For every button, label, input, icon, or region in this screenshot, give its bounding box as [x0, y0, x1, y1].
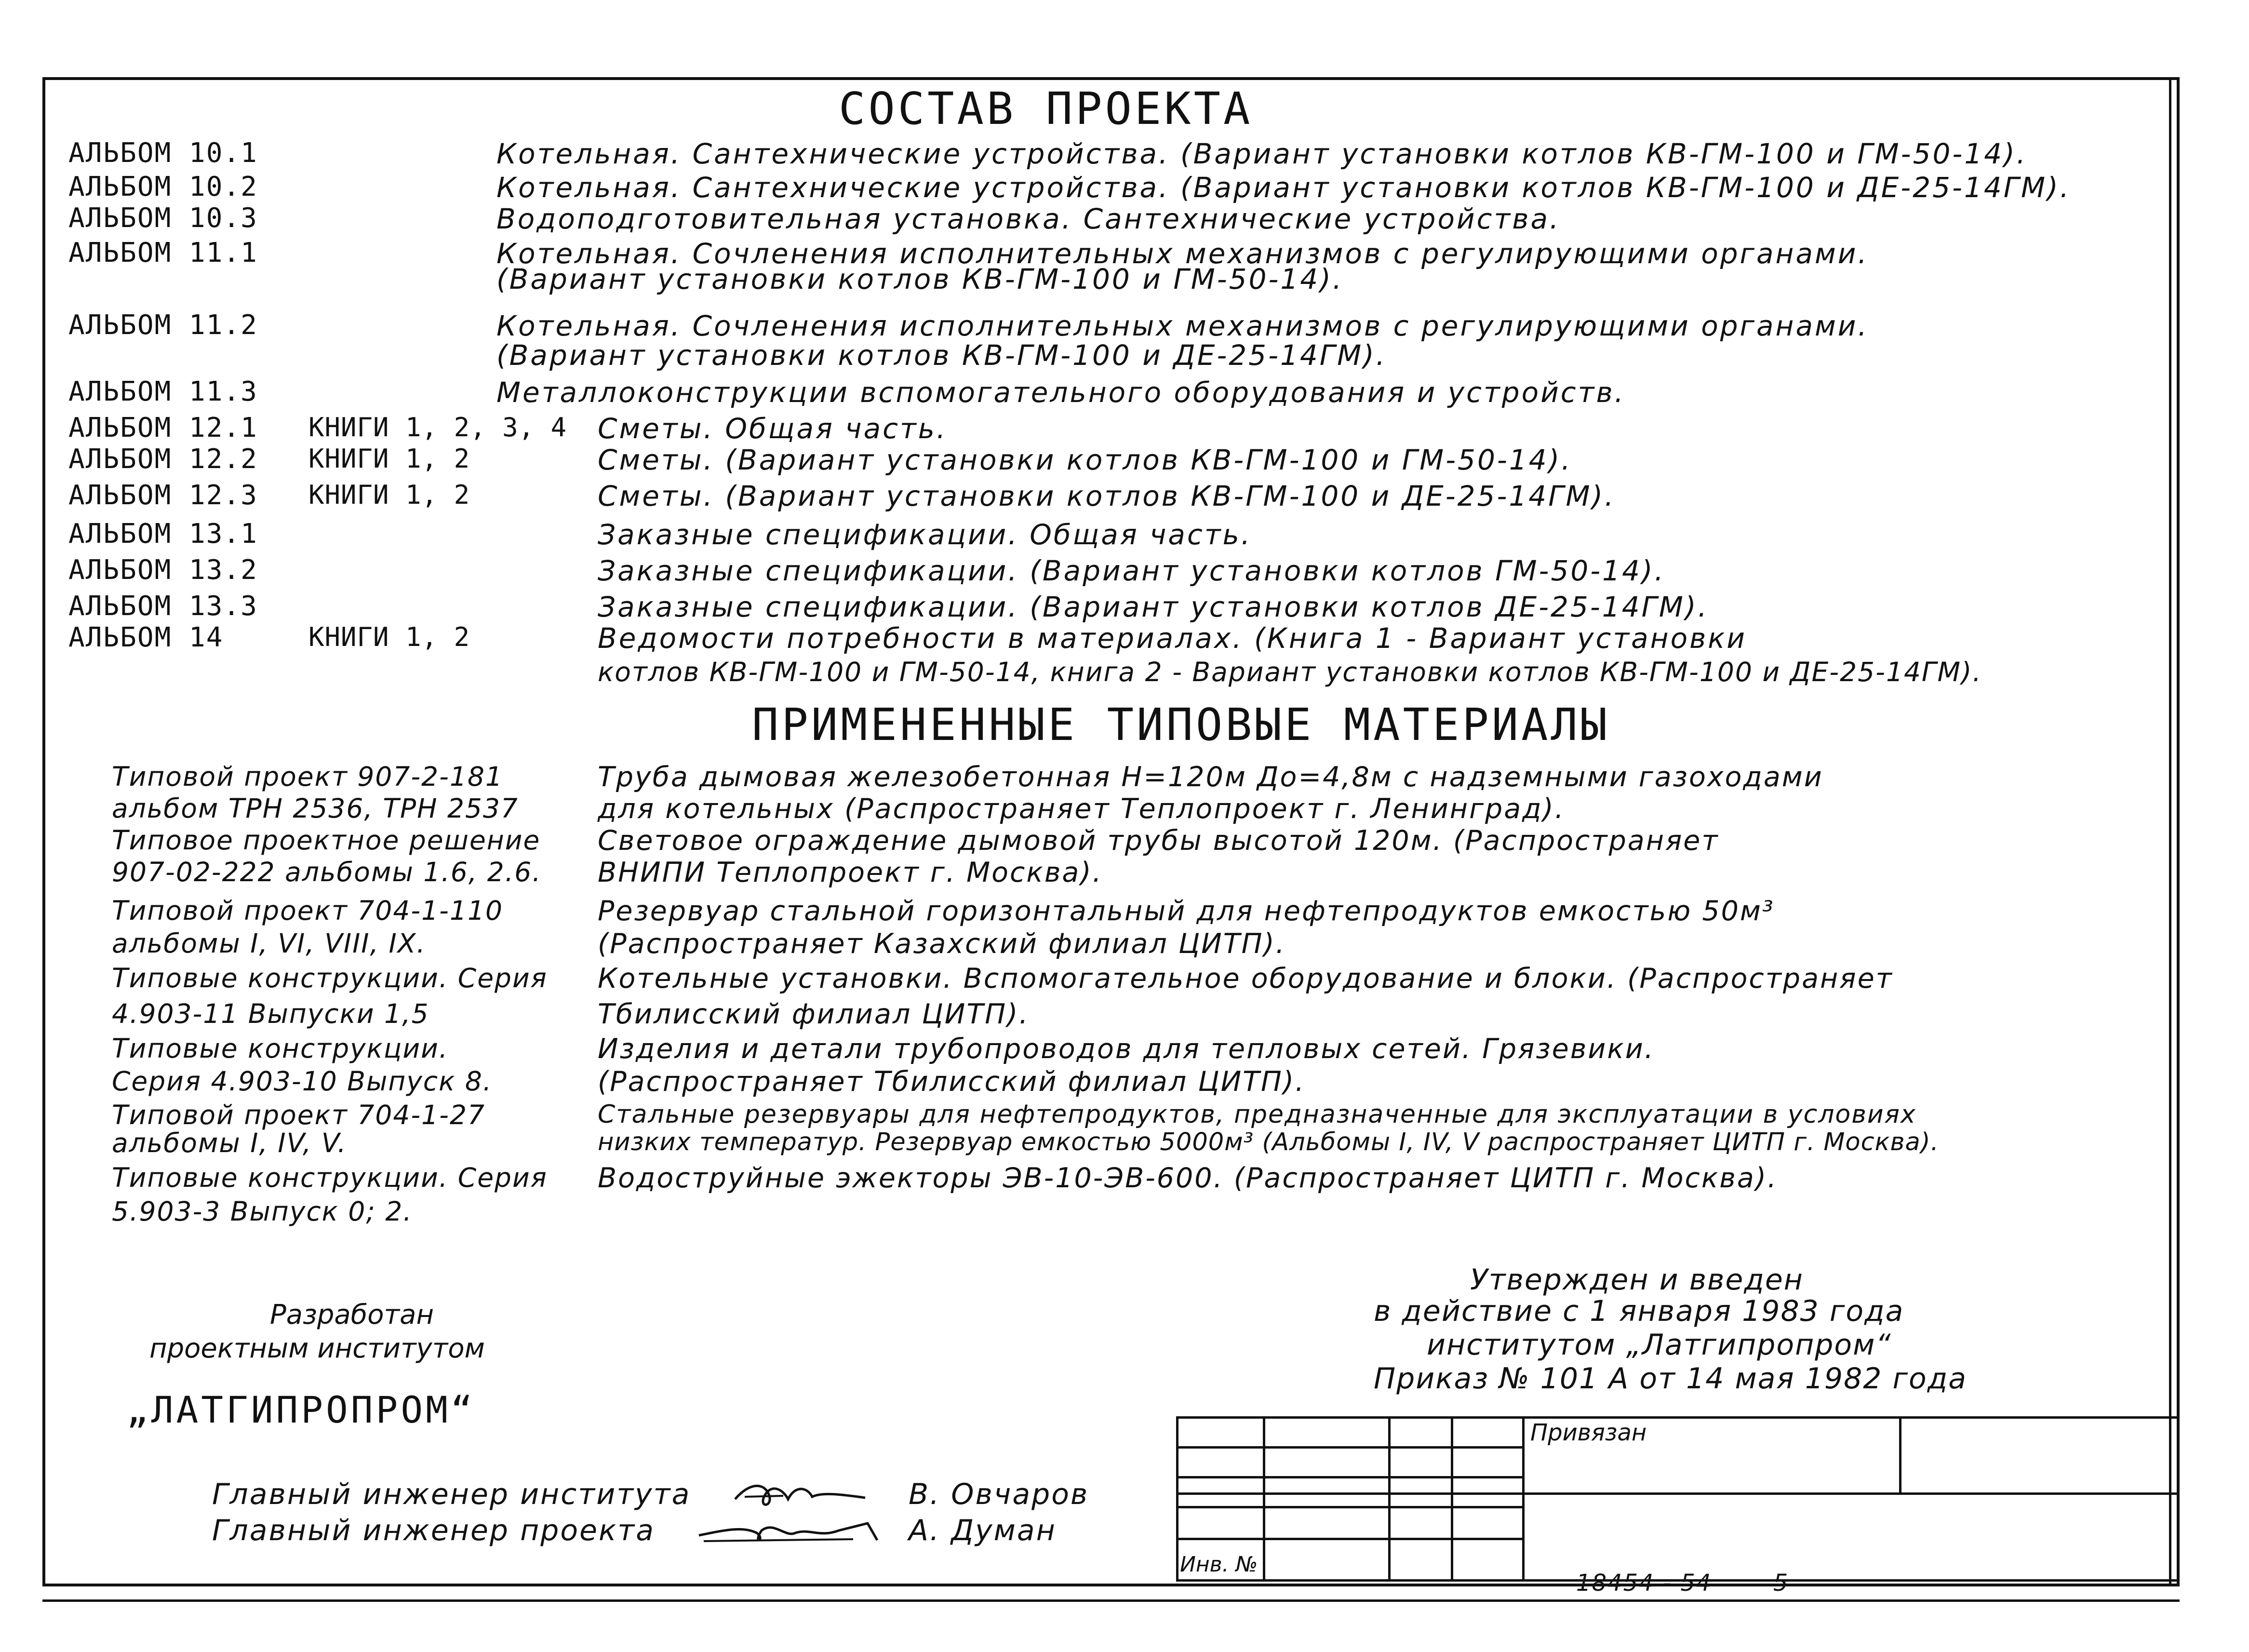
material-desc-line: Резервуар стальной горизонтальный для нефтепродуктов емкостью 50м³	[598, 895, 1775, 927]
material-ref-line: альбомы I, VI, VIII, IX.	[112, 928, 426, 959]
album-row-continuation	[0, 657, 2121, 690]
chief-engineer-institute-label: Главный инженер института	[212, 1477, 691, 1511]
album-title: Котельная. Сантехнические устройства. (Вариант установки котлов КВ-ГМ-100 и ГМ-50-14).	[496, 137, 2028, 170]
approval-line-3: институтом „Латгипропром“	[1427, 1328, 1892, 1362]
album-title: Заказные спецификации. (Вариант установки котлов ГМ-50-14).	[598, 554, 1666, 587]
approval-line-2: в действие с 1 января 1983 года	[1374, 1294, 1904, 1328]
album-code: АЛЬБОМ 13.2	[68, 554, 258, 586]
document-number-value: 18454 - 54	[1576, 1570, 1712, 1597]
chief-engineer-project-label: Главный инженер проекта	[212, 1514, 655, 1547]
title-block-stamp	[1176, 1416, 2180, 1580]
developer-name: „ЛАТГИПРОПРОМ“	[126, 1388, 476, 1431]
material-desc-line: Световое ограждение дымовой трубы высотой 120м. (Распространяет	[598, 825, 1719, 857]
developer-line-1: Разработан	[270, 1299, 434, 1330]
frame-right-edge	[2169, 77, 2176, 1586]
album-code: АЛЬБОМ 12.2	[68, 443, 258, 475]
material-ref-line: 5.903-3 Выпуск 0; 2.	[112, 1196, 413, 1227]
material-desc-line: (Распространяет Тбилисский филиал ЦИТП).	[598, 1066, 1306, 1098]
album-books: КНИГИ 1, 2, 3, 4	[308, 412, 567, 443]
album-books: КНИГИ 1, 2	[308, 480, 470, 510]
signature-ovcharov-image	[730, 1473, 904, 1516]
material-ref-line: альбом ТРН 2536, ТРН 2537	[112, 793, 519, 824]
album-row	[0, 591, 2121, 624]
album-row	[0, 412, 2121, 446]
project-composition-title: СОСТАВ ПРОЕКТА	[839, 83, 1253, 134]
album-title: Сметы. Общая часть.	[598, 412, 948, 445]
material-ref-line: альбомы I, IV, V.	[112, 1128, 347, 1158]
developer-line-2: проектным институтом	[149, 1333, 485, 1364]
album-title: Котельная. Сантехнические устройства. (Вариант установки котлов КВ-ГМ-100 и ДЕ-25-14ГМ).	[496, 171, 2071, 204]
album-row	[0, 202, 2121, 236]
album-title: Водоподготовительная установка. Сантехнические устройства.	[496, 202, 1561, 235]
material-desc-line: Котельные установки. Вспомогательное оборудование и блоки. (Распространяет	[598, 963, 1893, 994]
album-row	[0, 376, 2121, 410]
album-code: АЛЬБОМ 11.2	[68, 309, 258, 341]
album-title: Заказные спецификации. Общая часть.	[598, 518, 1252, 551]
album-row	[0, 480, 2121, 513]
material-desc-line: ВНИПИ Теплопроект г. Москва).	[598, 857, 1103, 888]
album-row	[0, 518, 2121, 552]
album-row	[0, 309, 2121, 343]
material-ref-line: Типовой проект 704-1-110	[112, 895, 503, 926]
material-ref-line: 4.903-11 Выпуски 1,5	[112, 998, 429, 1029]
album-title: Металлоконструкции вспомогательного оборудования и устройств.	[496, 376, 1626, 409]
approval-line-1: Утвержден и введен	[1470, 1263, 1804, 1297]
material-ref-line: 907-02-222 альбомы 1.6, 2.6.	[112, 857, 542, 887]
album-row	[0, 171, 2121, 205]
album-books: КНИГИ 1, 2	[308, 443, 470, 474]
album-row	[0, 443, 2121, 477]
album-title: Котельная. Сочленения исполнительных механизмов с регулирующими органами.	[496, 237, 1869, 270]
album-code: АЛЬБОМ 10.2	[68, 171, 258, 202]
material-desc-line: Труба дымовая железобетонная Н=120м До=4,8м с надземными газоходами	[598, 761, 1823, 793]
signature-duman-image	[694, 1511, 897, 1552]
album-row	[0, 137, 2121, 171]
album-code: АЛЬБОМ 12.3	[68, 480, 258, 511]
album-code: АЛЬБОМ 12.1	[68, 412, 258, 443]
chief-engineer-project-name: А. Думан	[909, 1514, 1057, 1547]
trim-line	[42, 1599, 2180, 1602]
album-row	[0, 554, 2121, 588]
material-desc-line: (Распространяет Казахский филиал ЦИТП).	[598, 928, 1286, 960]
album-code: АЛЬБОМ 10.3	[68, 202, 258, 234]
material-desc-line: Тбилисский филиал ЦИТП).	[598, 998, 1030, 1030]
album-title: (Вариант установки котлов КВ-ГМ-100 и ГМ-50-14).	[496, 263, 1344, 295]
album-code: АЛЬБОМ 11.3	[68, 376, 258, 407]
chief-engineer-institute-name: В. Овчаров	[909, 1477, 1089, 1511]
album-row	[0, 622, 2121, 656]
album-code: АЛЬБОМ 14	[68, 622, 224, 653]
material-ref-line: Типовой проект 907-2-181	[112, 761, 503, 792]
album-code: АЛЬБОМ 13.3	[68, 591, 258, 622]
stamp-bound-label: Привязан	[1530, 1419, 1647, 1446]
material-ref-line: Типовой проект 704-1-27	[112, 1100, 485, 1130]
album-code: АЛЬБОМ 10.1	[68, 137, 258, 169]
album-title: Котельная. Сочленения исполнительных механизмов с регулирующими органами.	[496, 309, 1869, 342]
album-row-continuation	[0, 339, 2121, 373]
material-desc-line: Водоструйные эжекторы ЭВ-10-ЭВ-600. (Распространяет ЦИТП г. Москва).	[598, 1162, 1778, 1194]
album-code: АЛЬБОМ 11.1	[68, 237, 258, 269]
material-ref-line: Типовые конструкции. Серия	[112, 963, 548, 994]
material-desc-line: для котельных (Распространяет Теплопроект г. Ленинград).	[598, 793, 1565, 825]
sheet-number: 5	[1773, 1570, 1789, 1597]
album-row-continuation	[0, 263, 2121, 296]
album-books: КНИГИ 1, 2	[308, 622, 470, 652]
material-desc-line: Стальные резервуары для нефтепродуктов, предназначенные для эксплуатации в условиях	[598, 1100, 1916, 1129]
material-desc-line: низких температур. Резервуар емкостью 5000м³ (Альбомы I, IV, V распространяет ЦИТП г. Москва).	[598, 1128, 1939, 1156]
album-title: Ведомости потребности в материалах. (Книга 1 - Вариант установки	[598, 622, 1747, 655]
typical-materials-title: ПРИМЕНЕННЫЕ ТИПОВЫЕ МАТЕРИАЛЫ	[752, 699, 1610, 751]
album-title: Сметы. (Вариант установки котлов КВ-ГМ-100 и ГМ-50-14).	[598, 443, 1572, 476]
stamp-inventory-label: Инв. №	[1180, 1552, 1258, 1577]
document-number	[1576, 1570, 1789, 1597]
album-title: Заказные спецификации. (Вариант установки котлов ДЕ-25-14ГМ).	[598, 591, 1709, 623]
album-code: АЛЬБОМ 13.1	[68, 518, 258, 550]
material-ref-line: Серия 4.903-10 Выпуск 8.	[112, 1066, 493, 1097]
album-title: котлов КВ-ГМ-100 и ГМ-50-14, книга 2 - Вариант установки котлов КВ-ГМ-100 и ДЕ-25-14ГМ).	[598, 657, 1982, 687]
material-ref-line: Типовое проектное решение	[112, 825, 541, 856]
album-title: Сметы. (Вариант установки котлов КВ-ГМ-100 и ДЕ-25-14ГМ).	[598, 480, 1616, 512]
approval-line-4: Приказ № 101 А от 14 мая 1982 года	[1374, 1362, 1967, 1396]
material-ref-line: Типовые конструкции. Серия	[112, 1162, 548, 1193]
material-desc-line: Изделия и детали трубопроводов для тепловых сетей. Грязевики.	[598, 1033, 1655, 1065]
album-title: (Вариант установки котлов КВ-ГМ-100 и ДЕ-25-14ГМ).	[496, 339, 1387, 372]
material-ref-line: Типовые конструкции.	[112, 1033, 449, 1064]
